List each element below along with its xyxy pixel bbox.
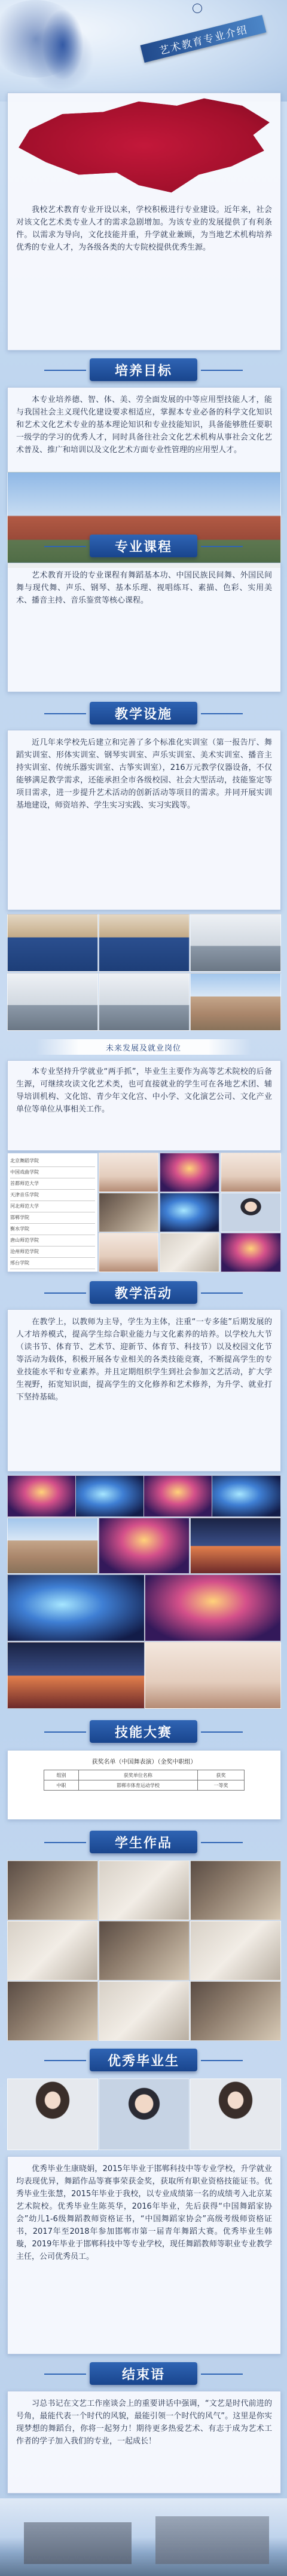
activity-photo [144,1475,212,1517]
student-photo [99,1153,158,1192]
cert-header-group: 组别 [44,1770,79,1780]
activity-photo-grid [7,1475,280,1714]
activity-photo [7,1475,76,1517]
artwork-photo [7,1981,98,2041]
goal-text: 本专业培养德、智、体、美、劳全面发展的中等应用型技能人才，能与我国社会主义现代化建设要求相适应，掌握本专业必备的科学文化知识和艺术文化艺术专业的基本理论知识和专业技能知识，具备能够胜任要职一级学的学习的优秀人才，同时具备往社会文化艺术机构从事社会文化艺术普及、推广和培训以及文化艺术方面专业性管理的应用型人才。 [16,395,272,455]
student-photo [160,1193,219,1232]
facility-photo [7,914,98,972]
section-title-conclusion: 结束语 [90,2362,197,2385]
admission-row: 沧州师范学院 [10,1246,95,1258]
admission-row: 唐山师范学院 [10,1235,95,1246]
campus-building [155,2516,269,2564]
intro-card [7,93,281,351]
admission-row: 河北师范大学 [10,1201,95,1212]
cert-header-school: 获奖单位名称 [78,1770,197,1780]
section-title-competition: 技能大赛 [90,1720,197,1743]
section-title-works: 学生作品 [90,1831,197,1853]
course-card [7,563,281,692]
admission-row: 首都师范大学 [10,1178,95,1190]
facility-photo [190,914,281,972]
facility-photo [99,914,190,972]
facility-card [7,730,281,910]
student-photo [221,1153,281,1192]
admission-row: 邯郸学院 [10,1212,95,1224]
activity-photo [7,1574,145,1641]
school-seal-icon [193,4,202,13]
section-title-alumni: 优秀毕业生 [90,2049,197,2071]
activity-photo [7,1642,145,1709]
cert-header-award: 获奖 [197,1770,244,1780]
activity-photo [145,1574,281,1641]
admission-row: 天津音乐学院 [10,1190,95,1201]
admission-row: 中国戏曲学院 [10,1167,95,1178]
activity-photo [145,1642,281,1709]
certificate-table [44,1770,245,1791]
employment-text: 本专业坚持升学就业“两手抓”，毕业生主要作为高等艺术院校的后备生源，可继续攻读文化艺术类，也可直接就业的学生可在各地艺术团、辅导培训机构、文化馆、青少年文化宫、中小学、文化演艺公司、文化产业单位等单位从事相关工作。 [16,1067,272,1114]
activity-photo [212,1475,281,1517]
conclusion-text: 习总书记在文艺工作座谈会上的重要讲话中强调，“文艺是时代前进的号角，最能代表一个时代的风貌，最能引领一个时代的风气”。这里是你实现梦想的舞蹈台，你将一起努力！期待更多热爱艺术、有志于成为艺术工作者的学子加入我们的专业，一起成长！ [16,2399,272,2446]
student-photo [99,1233,158,1272]
conclusion-card [7,2391,281,2494]
hero-banner [0,0,287,102]
artwork-photo [99,1860,190,1920]
facility-photo-grid [7,914,280,1033]
facility-photo [99,973,190,1031]
alumni-text: 优秀毕业生康晓娟，2015年毕业于邯郸科技中等专业学校，升学就业均表现优异，舞蹈作品等赛事荣获金奖，获取所有职业资格技能证书。优秀毕业生张慧，2015年毕业于我校，以专业成绩第一名的成绩考入北京某艺术院校。优秀毕业生陈英华，2016年毕业，先后获得“中国舞蹈家协会”幼儿1-6级舞蹈教师资格证书，“中国舞蹈家协会”高级考级师资格证书，2017年至2018年参加邯郸市第一届青年舞蹈大赛。优秀毕业生韩璇，2019年毕业于邯郸科技中等专业学校，现任舞蹈教师等职业专业教学主任，公司优秀员工。 [16,2164,272,2261]
employment-subtitle: 未来发展及就业岗位 [36,1039,251,1055]
artwork-photo [190,1860,281,1920]
admission-row: 邢台学院 [10,1258,95,1269]
student-photo [160,1153,219,1192]
artwork-photo [7,1860,98,1920]
admission-row: 衡水学院 [10,1224,95,1235]
artwork-photo [99,1981,190,2041]
facility-text: 近几年来学校先后建立和完善了多个标准化实训室（第一报告厅、舞蹈实训室、形体实训室、钢琴实训室、声乐实训室、美术实训室、播音主持实训室、传统乐器实训室、古筝实训室），216万元教学仪器设备，不仅能够满足教学需求，还能承担全市各级校园、社会大型活动，技能鉴定等项目需求，进一步提升艺术活动的创新活动等项目的需求。并同开展实训基地建设，师资培养、学生实习实践、实习实践等。 [16,738,272,810]
section-title-facility: 教学设施 [90,702,197,724]
artwork-photo [190,1981,281,2041]
cert-cell-award: 一等奖 [197,1780,244,1791]
section-title-activity: 教学活动 [90,1281,197,1304]
alumni-photo [190,2078,281,2150]
intro-text: 我校艺术教育专业开设以来，学校积极进行专业建设。近年来，社会对该文化艺术类专业人才的需求急剧增加。为该专业的发展提供了有利条件。以需求为导向，文化技能并重，升学就业兼顾，为当地艺术机构培养优秀的专业人才，为各级各类的大专院校提供优秀生源。 [16,205,272,252]
student-photo [160,1233,219,1272]
artwork-photo [7,1921,98,1981]
admission-row: 北京舞蹈学院 [10,1156,95,1167]
employment-card [7,1060,281,1151]
employment-media [7,1153,280,1272]
china-papercut-map [8,93,280,198]
alumni-photo-row [7,2078,280,2150]
alumni-card [7,2156,281,2354]
artwork-photo [99,1921,190,1981]
course-text: 艺术教育开设的专业课程有舞蹈基本功、中国民族民间舞、外国民间舞与现代舞、声乐、钢琴、基本乐理、视唱练耳、素描、色彩、实用美术、播音主持、音乐鉴赏等核心课程。 [16,571,272,605]
school-logo [193,4,282,13]
campus-building [24,2522,132,2564]
student-photo [221,1233,281,1272]
section-title-goal: 培养目标 [90,358,197,381]
alumni-photo [7,2078,98,2150]
dancer-silhouette [42,9,84,81]
admission-list [7,1153,98,1272]
facility-photo [7,973,98,1031]
alumni-photo [99,2078,190,2150]
artwork-photo [190,1921,281,1981]
activity-photo [190,1518,281,1574]
certificate-title: 获奖名单（中国舞表演）（金奖中职组） [91,1759,197,1766]
facility-photo [190,973,281,1031]
certificate [7,1750,281,1820]
section-title-course: 专业课程 [90,535,197,557]
activity-photo [99,1518,190,1574]
activity-photo [7,1518,98,1574]
campus-footer-photo [0,2498,287,2576]
activity-card [7,1309,281,1472]
page-title-ribbon: 艺术教育专业介绍 [140,15,266,63]
student-photo [221,1193,281,1232]
student-photo [99,1193,158,1232]
works-photo-grid [7,1860,280,2040]
activity-text: 在教学上，以教师为主导，学生为主体，注重“一专多能”后期发展的人才培养模式，提高学生综合职业能力与文化素养的培养。以学校九大节（读书节、体育节、艺术节、迎新节、体育节、科技节）以及校园文化节等活动为载体，积极开展各专业相关的各类技能竞赛，不断提高学生的专业技能水平和专业素养。并且定期组织学生到社会参加文艺活动，扩大学生视野，拓宽知识面，提高学生的文化修养和艺术修养，为升学、就业打下坚持基础。 [16,1318,272,1402]
cert-cell-school: 邯郸市体育运动学校 [78,1780,197,1791]
cert-cell-group: 中职 [44,1780,79,1791]
activity-photo [75,1475,144,1517]
